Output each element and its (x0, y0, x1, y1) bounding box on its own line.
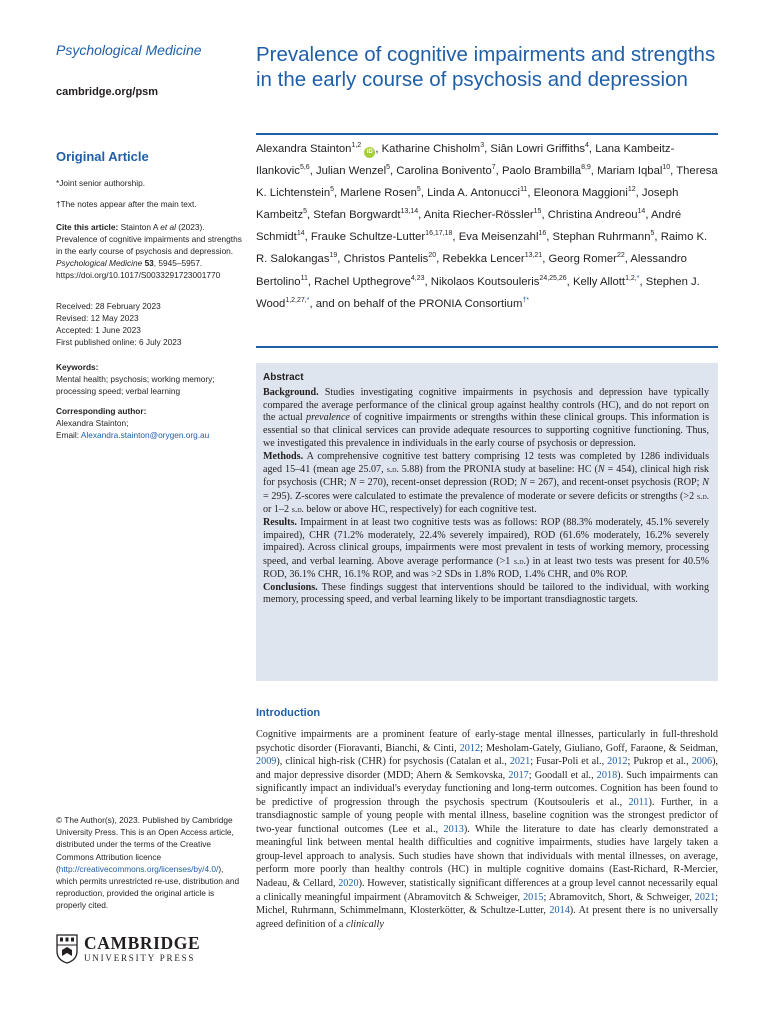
intro-text: ; Goodall et al., (528, 769, 594, 781)
background-text-2: of cognitive impairments or strengths within these clinical groups. This information is essential so that clinical services can provide adequate resources to supporting cognitive functioning. Thus, we investigated this prevalence in individuals in the early course of psychosis or depression. (263, 412, 710, 449)
n-symbol: N (597, 464, 605, 476)
citation-block (56, 221, 246, 281)
introduction-heading: Introduction (256, 707, 321, 719)
methods-text-2: 5.88) from the PRONIA study at baseline: HC ( (401, 464, 598, 476)
author-name[interactable]: Eva Meisenzahl (458, 231, 539, 244)
introduction-text (256, 728, 718, 931)
affiliation-sup: 20 (428, 252, 437, 260)
affiliation-sup: 15 (533, 208, 542, 216)
citation-link[interactable]: 2009 (256, 756, 277, 768)
author-name[interactable]: Stefan Borgwardt (313, 209, 401, 222)
methods-text-3: = 454), clinical high risk for psychosis (CHR; (263, 464, 709, 488)
author-name[interactable]: André Schmidt (256, 209, 682, 244)
citation-link[interactable]: 2021 (694, 891, 716, 903)
senior-author-mark[interactable]: * (306, 296, 310, 304)
citation-link[interactable]: 2011 (628, 796, 649, 808)
author-name[interactable]: Stephen J. Wood (256, 275, 700, 310)
citation-link[interactable]: 2015 (523, 891, 544, 903)
citation-link[interactable]: 2018 (596, 769, 618, 781)
background-text-1: Studies investigating cognitive impairments in psychosis and depression have typically compared the average performance of the clinical group against healthy controls (HC), and do not report on the actual (263, 387, 709, 424)
abstract-text (263, 387, 709, 607)
citation-link[interactable]: 2014 (549, 905, 570, 917)
license-text-2: ), which permits unrestricted re-use, distribution and reproduction, provided the original article is properly cited. (56, 863, 240, 911)
intro-text: ). At present there is no universally agreed definition of a (256, 905, 718, 930)
affiliation-sup: 7 (491, 164, 496, 172)
license-statement (56, 814, 242, 912)
sd-abbrev: s.d. (696, 490, 709, 501)
methods-text-7: or 1–2 (263, 504, 290, 516)
intro-text: ; Pukrop et al., (627, 756, 689, 768)
author-list: Alexandra Stainton$^{1,2}$ iD , Katharine Chisholm$^3$, Siân Lowri Griffiths$^4$, Lana Kambeitz-Ilankovic$^{5,6}$, Julian Wenzel$^5$, Carolina Bonivento$^7$, Paolo Brambilla$^{8,9}$, Mariam Iqbal$^{10}$, Theresa K. Lichtenstein$^5$, Marlene Rosen$^5$, Linda A. Antonucci$^{11}$, Eleonora Maggioni$^{12}$, Joseph Kambeitz$^5$, Stefan Borgwardt$^{13,14}$, Anita Riecher-Rössler$^{15}$, Christina Andreou$^{14}$, André Schmidt$^{14}$, Frauke Schultze-Lutter$^{16,17,18}$, Eva Meisenzahl$^{16}$, Stephan Ruhrmann$^5$, Raimo K. R. Salokangas$^{19}$, Christos Pantelis$^{20}$, Rebekka Lencer$^{13,21}$, Georg Romer$^{22}$, Alessandro Bertolino$^{11}$, Rachel Upthegrove$^{4,23}$, Nikolaos Koutsouleris$^{24,25,26}$, Kelly Allott$^{1,2,*}$, Stephen J. Wood$^{1,2,27,*}$, and on behalf of the PRONIA Consortium†* (256, 142, 718, 310)
cite-etal: et al (160, 222, 176, 232)
results-text-2: ) in at least two tests was present for 40.5% ROD, 36.1% CHR, 16.1% ROP, and was >2 SDs in 1.8% ROD, 1.4% CHR, and 0% ROP. (263, 556, 709, 580)
author-name[interactable]: Lana Kambeitz-Ilankovic (256, 143, 675, 178)
logo-subwordmark: UNIVERSITY PRESS (84, 952, 196, 963)
author-name[interactable]: Anita Riecher-Rössler (423, 209, 534, 222)
notes-note: †The notes appear after the main text. (56, 199, 197, 209)
affiliation-sup: 5 (650, 230, 655, 238)
corresponding-email-link[interactable]: Alexandra.stainton@orygen.org.au (80, 430, 210, 440)
journal-site-link[interactable]: cambridge.org/psm (56, 86, 159, 98)
n-symbol: N (349, 476, 357, 488)
received-date: Received: 28 February 2023 (56, 301, 161, 311)
author-name[interactable]: Paolo Brambilla (501, 165, 582, 178)
publisher-logo (56, 932, 216, 966)
affiliation-sup: 14 (637, 208, 646, 216)
published-date: First published online: 6 July 2023 (56, 337, 182, 347)
affiliation-sup: 4,23 (410, 274, 425, 282)
author-name[interactable]: Christos Pantelis (343, 253, 429, 266)
author-name[interactable]: Eleonora Maggioni (533, 187, 628, 200)
revised-date: Revised: 12 May 2023 (56, 313, 139, 323)
n-symbol: N (702, 476, 709, 488)
affiliation-sup: 5 (416, 186, 421, 194)
author-name[interactable]: Stephan Ruhrmann (552, 231, 651, 244)
author-name[interactable]: Katharine Chisholm (381, 143, 481, 155)
affiliation-sup: 22 (616, 252, 625, 260)
affiliation-sup: 11 (520, 186, 528, 194)
license-link[interactable]: http://creativecommons.org/licenses/by/4.0/ (58, 863, 219, 874)
abstract-box (256, 363, 718, 681)
affiliation-sup: 11 (300, 274, 308, 282)
intro-text: ; Abramovitch, Short, & Schweiger, (543, 891, 692, 903)
cite-authors: Stainton A (120, 222, 158, 232)
journal-name[interactable]: Psychological Medicine (56, 42, 202, 58)
author-name[interactable]: Raimo K. R. Salokangas (256, 231, 708, 266)
author-name[interactable]: Rebekka Lencer (442, 253, 525, 266)
affiliation-sup: 19 (329, 252, 338, 260)
intro-text: ). While the literature to date has clearly demonstrated a meaningful link between mental health difficulties and cognitive impairments, studies have largely taken a group-level approach to analysis. Such studies have shown that individuals with mental illnesses, on average, perform more poorly than healthy controls (HC) in multiple cognitive domains (East-Richard, R-Mercier, Nadeau, & Cellard, (256, 823, 718, 890)
cite-label: Cite this article: (56, 222, 119, 232)
keywords-list: Mental health; psychosis; working memory; processing speed; verbal learning (56, 374, 215, 396)
author-name[interactable]: Nikolaos Koutsouleris (430, 275, 540, 288)
consortium-text: and on behalf of the PRONIA Consortium (315, 297, 523, 310)
corresponding-name: Alexandra Stainton; (56, 418, 129, 428)
conclusions-text: These findings suggest that interventions should be tailored to the individual, with working memory, processing speed, and verbal learning likely to be important transdiagnostic targets. (263, 581, 709, 606)
background-label: Background. (263, 387, 319, 398)
intro-text: ; Michel, Ruhrmann, Schimmelmann, Klosterkötter, & Schultze-Lutter, (256, 891, 718, 917)
affiliation-sup: 1,2, (625, 274, 637, 282)
abstract-heading: Abstract (263, 372, 304, 383)
cite-pages-doi[interactable]: , 5945–5957. https://doi.org/10.1017/S0033291723001770 (56, 258, 221, 280)
intro-text: Cognitive impairments are a prominent feature of early-stage mental illnesses, particularly in full-threshold psychotic disorder (Fioravanti, Bianchi, & Cinti, (256, 729, 718, 754)
affiliation-sup: 8,9 (581, 164, 591, 172)
citation-link[interactable]: 2012 (607, 756, 628, 768)
n-symbol: N (519, 476, 527, 488)
keywords-block (56, 361, 246, 397)
affiliation-sup: 5 (330, 186, 335, 194)
author-name[interactable]: Alessandro Bertolino (256, 253, 687, 288)
article-type: Original Article (56, 149, 149, 164)
methods-label: Methods. (263, 450, 304, 462)
sd-abbrev: s.d. (386, 464, 399, 475)
intro-text: ), clinical high-risk (CHR) for psychosis (Catalan et al., (276, 756, 507, 768)
intro-text: ). However, statistically significant differences at a group level cannot necessarily equal a clinically meaningful impairment (Abramovitch & Schweiger, (256, 878, 718, 903)
affiliation-sup: 14 (296, 230, 305, 238)
author-name[interactable]: Marlene Rosen (340, 187, 417, 200)
article-title: Prevalence of cognitive impairments and strengths in the early course of psychosis and depression (256, 43, 716, 91)
cambridge-shield-icon (56, 934, 78, 964)
author-name[interactable]: Siân Lowri Griffiths (490, 143, 586, 155)
author-name[interactable]: Christina Andreou (547, 209, 638, 222)
affiliation-sup: 5 (303, 208, 307, 216)
conclusions-label: Conclusions. (263, 581, 318, 593)
intro-text: ), and major depressive disorder (MDD; Ahern & Semkovska, (256, 756, 719, 781)
affiliation-sup: 10 (662, 164, 671, 172)
cite-title: (2023). Prevalence of cognitive impairments and strengths in the early course of psychosis and depression. (56, 222, 242, 256)
orcid-icon[interactable]: iD (364, 147, 375, 158)
logo-wordmark: CAMBRIDGE (84, 932, 201, 953)
citation-link[interactable]: 2017 (508, 769, 529, 781)
intro-text: ; Mesholam-Gately, Giuliano, Goff, Faraone, & Seidman, (480, 742, 718, 754)
affiliation-sup: 13,21 (524, 252, 543, 260)
affiliation-sup: 5 (386, 164, 390, 172)
sd-abbrev: s.d. (291, 504, 304, 515)
affiliation-sup: 1,2 (351, 142, 362, 150)
consortium-mark[interactable]: †* (522, 296, 529, 304)
author-name[interactable]: Rachel Upthegrove (314, 275, 411, 288)
history-dates (56, 300, 246, 348)
methods-text-6: = 295). Z-scores were calculated to estimate the prevalence of moderate or severe deficits or strengths (>2 (263, 490, 695, 502)
author-name[interactable]: Georg Romer (548, 253, 617, 266)
cite-volume: 53 (144, 258, 154, 268)
citation-link[interactable]: 2020 (338, 878, 359, 890)
sd-abbrev: s.d. (513, 556, 526, 567)
author-name[interactable]: Alexandra Stainton (256, 143, 352, 155)
author-name[interactable]: Carolina Bonivento (396, 165, 492, 178)
citation-link[interactable]: 2006 (691, 756, 713, 768)
license-text-1: © The Author(s), 2023. Published by Cambridge University Press. This is an Open Access article, distributed under the terms of the Creative Commons Attribution licence ( (56, 815, 234, 874)
methods-text-8: below or above HC, respectively) for each cognitive test. (306, 504, 537, 516)
results-label: Results. (263, 517, 297, 529)
cite-journal: Psychological Medicine (56, 258, 143, 268)
methods-text-5: = 267), and recent-onset psychosis (ROP; (529, 476, 700, 488)
methods-text-4: = 270), recent-onset depression (ROD; (359, 476, 518, 488)
author-name[interactable]: Linda A. Antonucci (427, 187, 521, 200)
author-name[interactable]: Joseph Kambeitz (256, 187, 679, 222)
intro-text: ). Further, in a transdiagnostic sample of young people with mental illness, baseline cognition was the strongest predictor of two-year functional outcomes (Lee et al., (256, 796, 719, 835)
citation-link[interactable]: 2012 (459, 742, 481, 754)
affiliation-sup: 5,6 (299, 164, 310, 172)
affiliation-sup: 24,25,26 (539, 274, 567, 282)
methods-text-1: A comprehensive cognitive test battery comprising 12 tests was completed by 1286 individuals aged 15–41 (mean age 25.07, (263, 450, 709, 476)
affiliation-sup: 13,14 (400, 208, 419, 216)
affiliation-sup: 16,17,18 (425, 230, 453, 238)
affiliation-sup: 1,2,27, (285, 296, 307, 304)
affiliation-sup: 4 (585, 142, 589, 150)
accepted-date: Accepted: 1 June 2023 (56, 325, 141, 335)
author-name[interactable]: Kelly Allott (572, 275, 626, 288)
results-text-1: Impairment in at least two cognitive tests was as follows: ROP (88.3% moderately, 45.1% severely impaired), CHR (71.2% moderately, 22.4% severely impaired), ROD (61.6% moderately, 16.2% severely impaired). Across clinical groups, impairments were most prevalent in tests of working memory, processing speed, and verbal learning. Above average performance (>1 (263, 517, 709, 568)
intro-text: ; Fusar-Poli et al., (530, 756, 605, 768)
corresponding-author-block (56, 405, 246, 441)
affiliation-sup: 12 (627, 186, 636, 194)
intro-emphasis: clinically (345, 918, 384, 930)
corresponding-label: Corresponding author: (56, 406, 147, 416)
joint-authorship-note: *Joint senior authorship. (56, 178, 146, 188)
affiliation-sup: 3 (480, 142, 485, 150)
author-name[interactable]: Frauke Schultze-Lutter (310, 231, 426, 244)
title-rule (256, 133, 718, 135)
affiliation-sup: 16 (538, 230, 547, 238)
background-emphasis: prevalence (306, 412, 350, 424)
citation-link[interactable]: 2013 (443, 823, 464, 835)
authors-rule (256, 346, 718, 348)
author-name[interactable]: Mariam Iqbal (597, 165, 663, 178)
citation-link[interactable]: 2021 (509, 756, 531, 768)
keywords-label: Keywords: (56, 362, 99, 372)
senior-author-mark[interactable]: * (636, 274, 640, 282)
email-label: Email: (56, 430, 80, 440)
author-name[interactable]: Theresa K. Lichtenstein (256, 165, 718, 200)
author-name[interactable]: Julian Wenzel (315, 165, 387, 178)
intro-text: ). Such impairments can significantly impact an individual's everyday functioning and long-term outcomes. Cognition has been found to be predictive of progression through the psychosis spectrum (Koutsouleris et al., (256, 769, 718, 808)
